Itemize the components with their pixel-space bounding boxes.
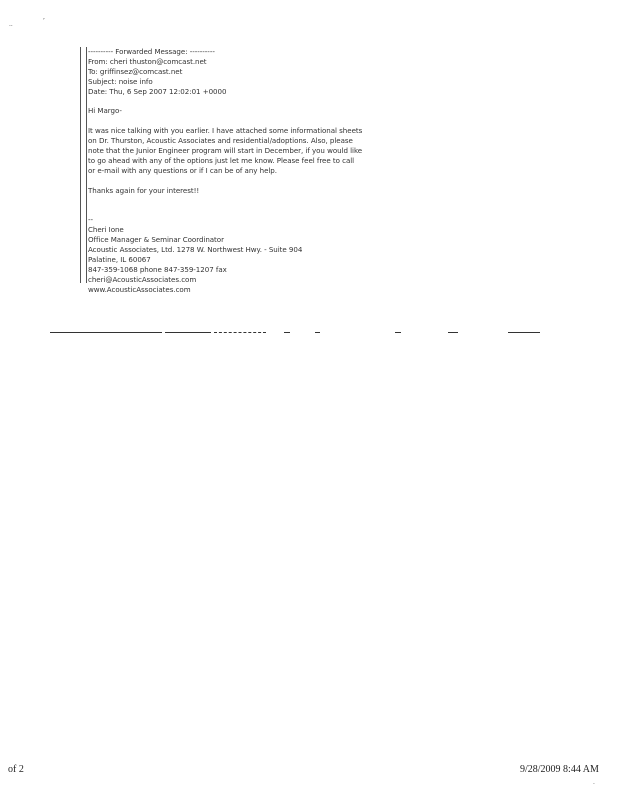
signature-email: cheri@AcousticAssociates.com <box>88 274 197 284</box>
divider-segment <box>284 332 290 333</box>
scan-speck: , <box>43 14 45 21</box>
divider-segment <box>50 332 162 333</box>
quote-bar <box>80 47 87 283</box>
body-line: It was nice talking with you earlier. I have attached some informational sheets <box>88 126 363 136</box>
body-line: to go ahead with any of the options just let me know. Please feel free to call <box>88 155 355 165</box>
divider-segment <box>508 332 540 333</box>
scan-speck: . <box>593 779 595 786</box>
signature-website: www.AcousticAssociates.com <box>88 284 191 294</box>
from-line: From: cheri thuston@comcast.net <box>88 56 207 66</box>
divider-segment <box>315 332 320 333</box>
divider-segment <box>165 332 211 333</box>
divider-segment <box>448 332 458 333</box>
page-number: of 2 <box>8 764 24 775</box>
signature-company: Acoustic Associates, Ltd. 1278 W. Northwest Hwy. - Suite 904 <box>88 245 303 255</box>
page-divider <box>50 332 540 336</box>
forwarded-message-body <box>88 47 380 295</box>
body-line: on Dr. Thurston, Acoustic Associates and residential/adoptions. Also, please <box>88 136 353 146</box>
thanks-line: Thanks again for your interest!! <box>88 185 200 195</box>
signature-title: Office Manager & Seminar Coordinator <box>88 235 224 245</box>
print-timestamp: 9/28/2009 8:44 AM <box>520 764 599 775</box>
divider-segment <box>395 332 401 333</box>
signature-name: Cheri Ione <box>88 225 124 235</box>
scan-speck: .. <box>9 21 13 28</box>
subject-line: Subject: noise info <box>88 76 153 86</box>
body-line: note that the Junior Engineer program will start in December, if you would like <box>88 146 363 156</box>
signature-city: Palatine, IL 60067 <box>88 254 151 264</box>
body-line: or e-mail with any questions or if I can be of any help. <box>88 165 277 175</box>
date-line: Date: Thu, 6 Sep 2007 12:02:01 +0000 <box>88 86 227 96</box>
signature-phone: 847-359-1068 phone 847-359-1207 fax <box>88 264 227 274</box>
to-line: To: griffinsez@comcast.net <box>88 66 183 76</box>
forwarded-header: ---------- Forwarded Message: ---------- <box>88 47 215 56</box>
greeting: Hi Margo- <box>88 106 122 116</box>
divider-segment <box>214 332 266 333</box>
signature-separator: -- <box>88 215 94 225</box>
forwarded-message-block <box>80 47 380 294</box>
